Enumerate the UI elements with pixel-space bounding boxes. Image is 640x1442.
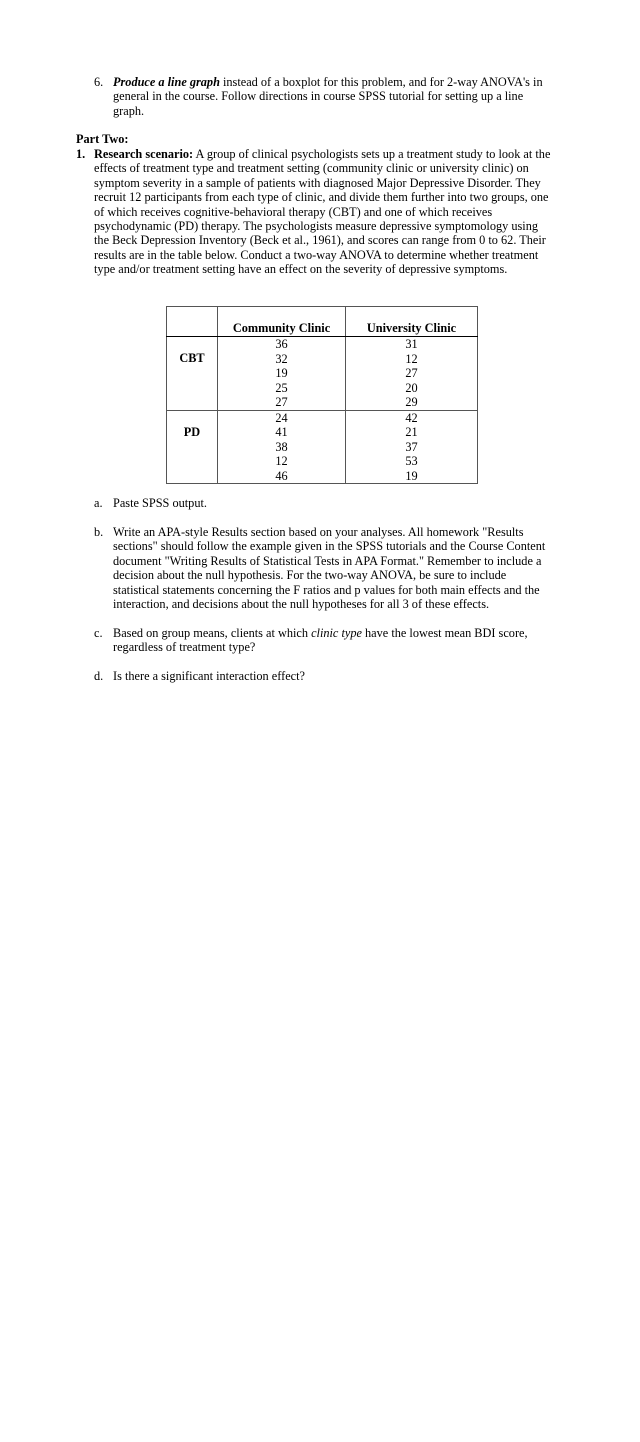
table-cell: 53 <box>346 454 478 469</box>
subq-c-letter: c. <box>94 626 103 640</box>
research-scenario <box>94 147 574 277</box>
subq-b-line: decision about the null hypothesis. For the two-way ANOVA, be sure to include <box>113 568 507 583</box>
scenario-line: results are in the table below. Conduct a two-way ANOVA to determine whether treatment <box>94 247 539 262</box>
table-cell: 32 <box>218 352 346 367</box>
subq-c-text <box>113 626 573 655</box>
table-cell: 24 <box>218 410 346 425</box>
header-community-clinic: Community Clinic <box>218 307 346 337</box>
subq-c-line1-before: Based on group means, clients at which <box>113 626 312 640</box>
scenario-line: recruit 12 participants from each type of clinic, and divide them further into two groups, one <box>94 190 549 205</box>
group-label-pd: PD <box>167 410 218 484</box>
subq-b-text <box>113 525 573 611</box>
scenario-label: Research scenario: <box>94 147 194 161</box>
part-two-heading: Part Two: <box>76 132 129 146</box>
subq-b-line: sections" should follow the example given in the SPSS tutorials and the Course Content <box>113 539 546 554</box>
subq-a-letter: a. <box>94 496 103 510</box>
table-cell: 46 <box>218 469 346 484</box>
bdi-scores-table <box>166 306 478 484</box>
table-cell: 31 <box>346 337 478 352</box>
subq-a-text: Paste SPSS output. <box>113 496 207 510</box>
item-6-line3: graph. <box>113 103 145 118</box>
subq-b-line: document "Writing Results of Statistical Tests in APA Format." Remember to include a <box>113 553 542 568</box>
scenario-line: psychodynamic (PD) therapy. The psychologists measure depressive symptomology using <box>94 219 538 234</box>
table-cell: 36 <box>218 337 346 352</box>
scenario-line: symptom severity in a sample of patients with diagnosed Major Depressive Disorder. They <box>94 175 541 190</box>
table-cell: 38 <box>218 440 346 455</box>
scenario-line: type and/or treatment setting have an effect on the severity of depressive symptoms. <box>94 262 508 277</box>
subq-b-letter: b. <box>94 525 104 539</box>
table-cell: 41 <box>218 425 346 440</box>
table-cell: 21 <box>346 425 478 440</box>
table-cell: 42 <box>346 410 478 425</box>
table-cell: 12 <box>218 454 346 469</box>
scenario-line: effects of treatment type and treatment setting (community clinic or university clinic) on <box>94 161 529 176</box>
table-cell: 29 <box>346 395 478 410</box>
question-1-number: 1. <box>76 147 86 161</box>
table-row <box>167 410 478 425</box>
table-corner-cell <box>167 307 218 337</box>
group-label-cbt: CBT <box>167 337 218 411</box>
table-cell: 37 <box>346 440 478 455</box>
subq-b-line: statistical statements concerning the F ratios and p values for both main effects and the <box>113 582 540 597</box>
scenario-line: the Beck Depression Inventory (Beck et al., 1961), and scores can range from 0 to 62. Their <box>94 233 546 248</box>
item-6-line2: general in the course. Follow directions in course SPSS tutorial for setting up a line <box>113 89 524 104</box>
table-header-row <box>167 307 478 337</box>
table-row <box>167 337 478 352</box>
subq-b-line: Write an APA-style Results section based on your analyses. All homework "Results <box>113 525 524 539</box>
subq-c-italic: clinic type <box>311 626 362 640</box>
table-cell: 27 <box>346 366 478 381</box>
table-cell: 19 <box>218 366 346 381</box>
header-university-clinic: University Clinic <box>346 307 478 337</box>
scenario-line: A group of clinical psychologists sets up a treatment study to look at the <box>193 147 551 161</box>
subq-d-letter: d. <box>94 669 104 683</box>
item-6-title: Produce a line graph <box>113 75 220 89</box>
subq-c-line2: regardless of treatment type? <box>113 640 256 655</box>
table-cell: 12 <box>346 352 478 367</box>
item-6-number: 6. <box>94 75 104 89</box>
subq-d-text: Is there a significant interaction effect? <box>113 669 305 683</box>
subq-c-line1-after: have the lowest mean BDI score, <box>361 626 528 640</box>
item-6-text <box>113 75 573 118</box>
table-cell: 20 <box>346 381 478 396</box>
table-cell: 19 <box>346 469 478 484</box>
subq-b-line: interaction, and decisions about the null hypotheses for all 3 of these effects. <box>113 597 490 612</box>
item-6-line1: instead of a boxplot for this problem, and for 2-way ANOVA's in <box>219 75 543 89</box>
scenario-line: of which receives cognitive-behavioral therapy (CBT) and one of which receives <box>94 204 493 219</box>
table-cell: 25 <box>218 381 346 396</box>
table-cell: 27 <box>218 395 346 410</box>
